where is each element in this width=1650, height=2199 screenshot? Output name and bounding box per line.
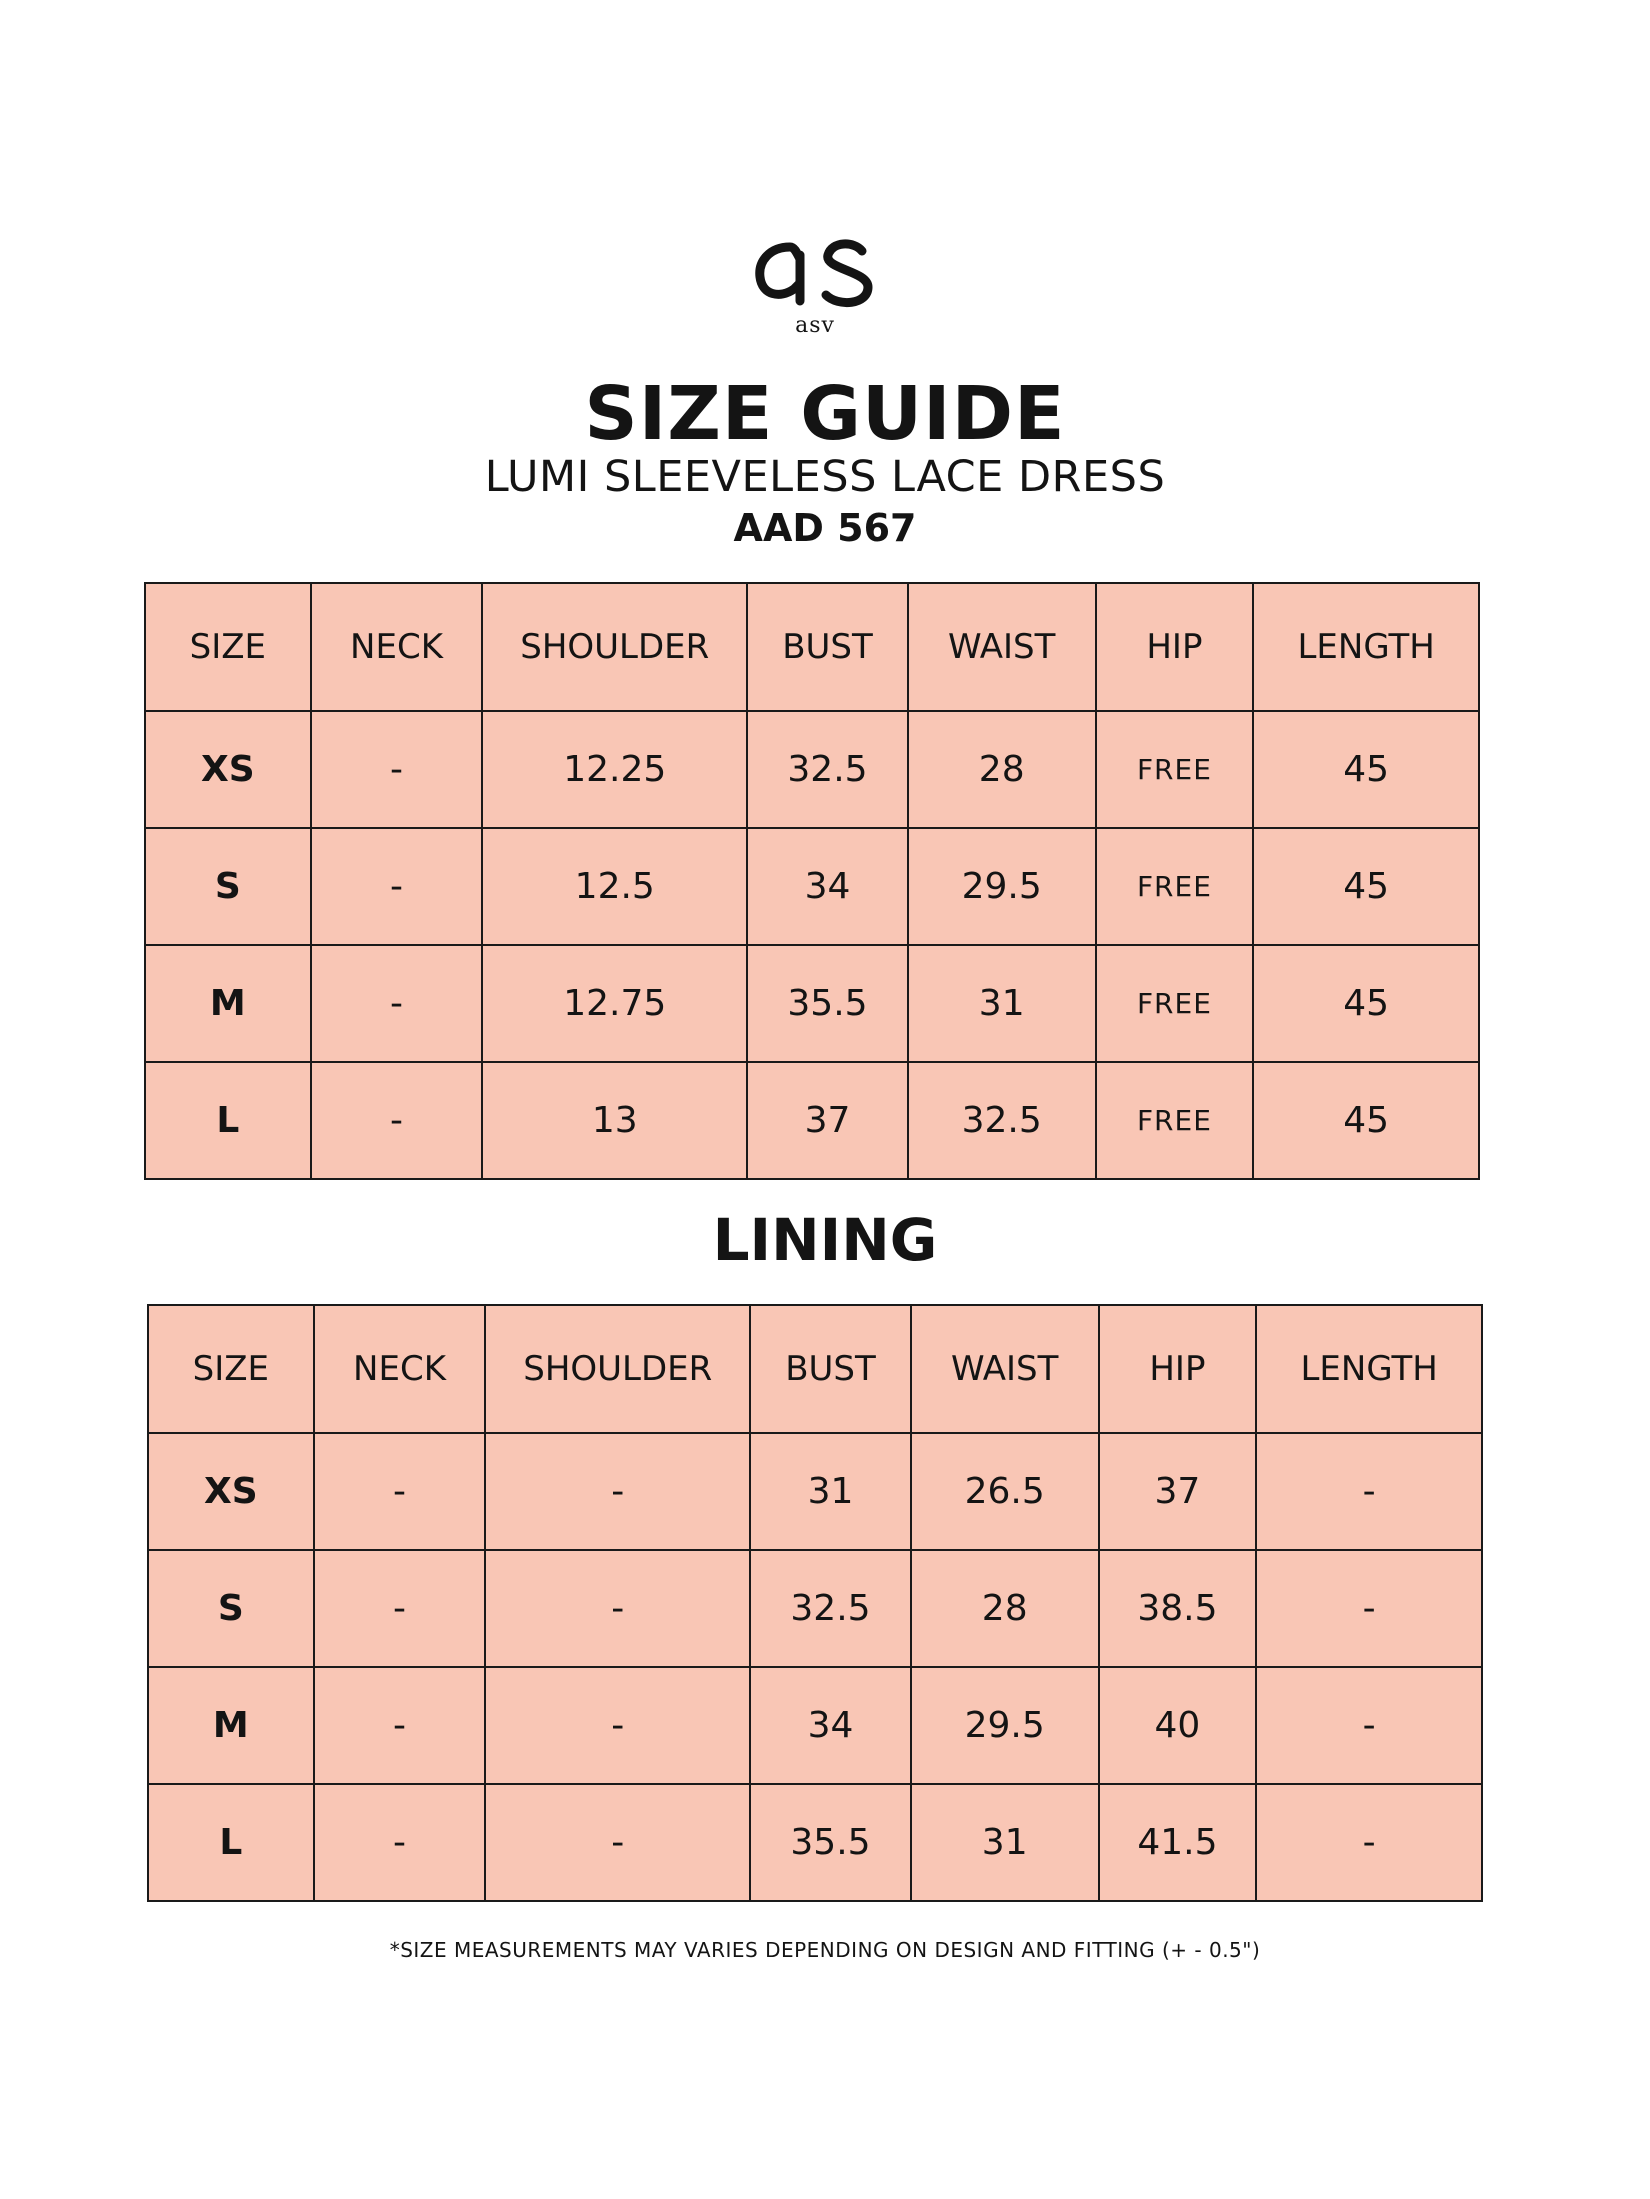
hip-cell: 41.5 xyxy=(1099,1784,1257,1901)
bust-cell: 35.5 xyxy=(750,1784,911,1901)
waist-cell: 31 xyxy=(911,1784,1099,1901)
shoulder-cell: - xyxy=(485,1784,750,1901)
table-row xyxy=(148,1550,1482,1667)
dress-size-table xyxy=(144,582,1480,1180)
hip-cell: FREE xyxy=(1096,945,1254,1062)
size-cell: L xyxy=(145,1062,311,1179)
size-cell: XS xyxy=(148,1433,314,1550)
footnote: *SIZE MEASUREMENTS MAY VARIES DEPENDING ON DESIGN AND FITTING (+ - 0.5") xyxy=(389,1938,1261,1962)
waist-cell: 32.5 xyxy=(908,1062,1096,1179)
shoulder-cell: 12.25 xyxy=(482,711,747,828)
bust-cell: 34 xyxy=(750,1667,911,1784)
hip-cell: 37 xyxy=(1099,1433,1257,1550)
length-cell: - xyxy=(1256,1784,1482,1901)
column-header: NECK xyxy=(311,583,483,711)
column-header: LENGTH xyxy=(1253,583,1479,711)
hip-cell: 40 xyxy=(1099,1667,1257,1784)
column-header: SHOULDER xyxy=(482,583,747,711)
column-header: WAIST xyxy=(908,583,1096,711)
table-row xyxy=(148,1433,1482,1550)
table-row xyxy=(145,945,1479,1062)
column-header: SIZE xyxy=(145,583,311,711)
waist-cell: 29.5 xyxy=(911,1667,1099,1784)
column-header: BUST xyxy=(747,583,908,711)
table-row xyxy=(145,828,1479,945)
length-cell: - xyxy=(1256,1433,1482,1550)
size-cell: S xyxy=(148,1550,314,1667)
bust-cell: 35.5 xyxy=(747,945,908,1062)
length-cell: - xyxy=(1256,1550,1482,1667)
hip-cell: 38.5 xyxy=(1099,1550,1257,1667)
size-cell: S xyxy=(145,828,311,945)
length-cell: 45 xyxy=(1253,828,1479,945)
hip-cell: FREE xyxy=(1096,1062,1254,1179)
table-row xyxy=(148,1667,1482,1784)
length-cell: 45 xyxy=(1253,945,1479,1062)
length-cell: 45 xyxy=(1253,711,1479,828)
column-header: HIP xyxy=(1096,583,1254,711)
column-header: LENGTH xyxy=(1256,1305,1482,1433)
column-header: SIZE xyxy=(148,1305,314,1433)
waist-cell: 26.5 xyxy=(911,1433,1099,1550)
hip-cell: FREE xyxy=(1096,828,1254,945)
brand-name: asv xyxy=(795,313,835,338)
lining-title: LINING xyxy=(712,1206,938,1274)
neck-cell: - xyxy=(311,1062,483,1179)
table-header-row xyxy=(148,1305,1482,1433)
size-cell: XS xyxy=(145,711,311,828)
product-name: LUMI SLEEVELESS LACE DRESS xyxy=(484,452,1166,502)
table-row xyxy=(145,711,1479,828)
neck-cell: - xyxy=(311,711,483,828)
shoulder-cell: 13 xyxy=(482,1062,747,1179)
waist-cell: 28 xyxy=(908,711,1096,828)
size-cell: M xyxy=(148,1667,314,1784)
neck-cell: - xyxy=(314,1550,486,1667)
product-code: AAD 567 xyxy=(733,506,917,550)
shoulder-cell: 12.5 xyxy=(482,828,747,945)
waist-cell: 31 xyxy=(908,945,1096,1062)
waist-cell: 28 xyxy=(911,1550,1099,1667)
shoulder-cell: 12.75 xyxy=(482,945,747,1062)
column-header: HIP xyxy=(1099,1305,1257,1433)
page-title: SIZE GUIDE xyxy=(584,371,1066,457)
bust-cell: 32.5 xyxy=(747,711,908,828)
column-header: BUST xyxy=(750,1305,911,1433)
column-header: WAIST xyxy=(911,1305,1099,1433)
neck-cell: - xyxy=(311,828,483,945)
length-cell: 45 xyxy=(1253,1062,1479,1179)
shoulder-cell: - xyxy=(485,1667,750,1784)
hip-cell: FREE xyxy=(1096,711,1254,828)
waist-cell: 29.5 xyxy=(908,828,1096,945)
bust-cell: 31 xyxy=(750,1433,911,1550)
shoulder-cell: - xyxy=(485,1550,750,1667)
bust-cell: 32.5 xyxy=(750,1550,911,1667)
column-header: NECK xyxy=(314,1305,486,1433)
length-cell: - xyxy=(1256,1667,1482,1784)
column-header: SHOULDER xyxy=(485,1305,750,1433)
shoulder-cell: - xyxy=(485,1433,750,1550)
asv-monogram-icon xyxy=(750,225,880,315)
neck-cell: - xyxy=(314,1784,486,1901)
table-row xyxy=(148,1784,1482,1901)
neck-cell: - xyxy=(311,945,483,1062)
size-cell: M xyxy=(145,945,311,1062)
neck-cell: - xyxy=(314,1667,486,1784)
table-header-row xyxy=(145,583,1479,711)
bust-cell: 37 xyxy=(747,1062,908,1179)
size-cell: L xyxy=(148,1784,314,1901)
lining-size-table xyxy=(147,1304,1483,1902)
table-row xyxy=(145,1062,1479,1179)
bust-cell: 34 xyxy=(747,828,908,945)
brand-logo xyxy=(745,225,885,345)
neck-cell: - xyxy=(314,1433,486,1550)
